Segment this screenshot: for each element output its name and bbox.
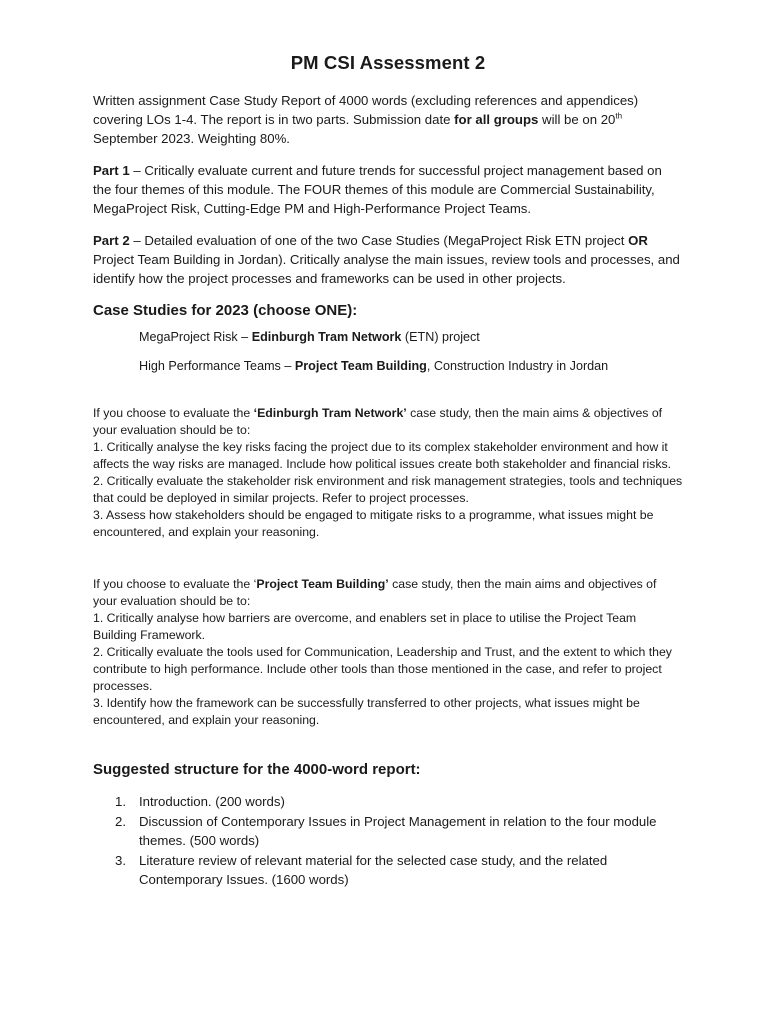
case-item-ptb	[139, 358, 683, 375]
case-ptb-post: , Construction Industry in Jordan	[426, 359, 609, 373]
part2-text-2: Project Team Building in Jordan). Critically analyse the main issues, review tools and processes, and identify how the project processes and frameworks can be used in other projects.	[93, 252, 680, 286]
etn-aims-section	[93, 405, 683, 541]
ptb-bold: Project Team Building’	[256, 577, 389, 591]
ptb-aim-item: 2. Critically evaluate the tools used for Communication, Leadership and Trust, and the extent to which they contribute to high performance. Include other tools than those mentioned in the case, and refer to project processes.	[93, 645, 672, 693]
structure-list	[93, 792, 683, 890]
part1-paragraph	[93, 161, 683, 218]
structure-item-text: Discussion of Contemporary Issues in Project Management in relation to the four module themes. (500 words)	[139, 813, 657, 848]
structure-item-text: Literature review of relevant material for the selected case study, and the related Contemporary Issues. (1600 words)	[139, 852, 608, 887]
structure-item-text: Introduction. (200 words)	[139, 794, 285, 809]
structure-item	[93, 851, 683, 890]
etn-pre: If you choose to evaluate the	[93, 406, 254, 420]
intro-bold: for all groups	[454, 112, 539, 127]
etn-bold: ‘Edinburgh Tram Network’	[253, 406, 407, 420]
ptb-aim-item: 3. Identify how the framework can be successfully transferred to other projects, what issues might be encountered, and explain your reasoning.	[93, 696, 640, 727]
ptb-aim-item: 1. Critically analyse how barriers are overcome, and enablers set in place to utilise the Project Team Building Framework.	[93, 611, 637, 642]
etn-aims-intro	[93, 405, 683, 439]
etn-post: case study, then the main aims & objectives of your evaluation should be to:	[93, 406, 663, 437]
structure-item	[93, 792, 683, 812]
structure-item-number: 3.	[115, 852, 126, 868]
part2-paragraph	[93, 231, 683, 288]
intro-paragraph	[93, 91, 683, 148]
case-item-etn	[139, 329, 683, 346]
part2-label: Part 2	[93, 233, 130, 248]
case-etn-pre: MegaProject Risk –	[139, 330, 252, 344]
part1-label: Part 1	[93, 163, 130, 178]
intro-text-1: Written assignment Case Study Report of 4000 words (excluding references and appendices) covering LOs 1-4. The report is in two parts. Submission date	[93, 93, 639, 127]
part2-or: OR	[628, 233, 648, 248]
etn-aim-item: 2. Critically evaluate the stakeholder risk environment and risk management strategies, tools and techniques that could be deployed in similar projects. Refer to project processes.	[93, 474, 683, 505]
etn-aim-item: 1. Critically analyse the key risks facing the project due to its complex stakeholder environment and how it affects the way risks are managed. Include how political issues create both stakeholder and financial risks.	[93, 440, 672, 471]
intro-text-2: will be on 20	[538, 112, 616, 127]
structure-item	[93, 812, 683, 851]
structure-item-number: 2.	[115, 813, 126, 829]
document-content	[93, 52, 683, 890]
part2-text-1: – Detailed evaluation of one of the two Case Studies (MegaProject Risk ETN project	[129, 233, 629, 248]
case-ptb-bold: Project Team Building	[294, 359, 427, 373]
part1-text: – Critically evaluate current and future trends for successful project management based on the four themes of this module. The FOUR themes of this module are Commercial Sustainability, MegaProject Risk, Cutting-Edge PM and High-Performance Project Teams.	[93, 163, 662, 216]
case-ptb-pre: High Performance Teams –	[139, 359, 295, 373]
structure-item-number: 1.	[115, 794, 126, 809]
intro-sup: th	[615, 111, 623, 121]
ptb-aims-intro	[93, 576, 683, 610]
ptb-post: case study, then the main aims and objectives of your evaluation should be to:	[93, 577, 657, 608]
etn-aim-item: 3. Assess how stakeholders should be engaged to mitigate risks to a programme, what issues might be encountered, and explain your reasoning.	[93, 508, 654, 539]
intro-text-3: September 2023. Weighting 80%.	[93, 131, 290, 146]
case-studies-heading: Case Studies for 2023 (choose ONE):	[93, 302, 358, 319]
document-title: PM CSI Assessment 2	[290, 52, 486, 73]
case-etn-bold: Edinburgh Tram Network	[251, 330, 402, 344]
ptb-aims-section	[93, 576, 683, 729]
ptb-pre: If you choose to evaluate the ‘	[93, 577, 257, 591]
case-etn-post: (ETN) project	[401, 330, 480, 344]
structure-heading: Suggested structure for the 4000-word report:	[93, 761, 421, 778]
